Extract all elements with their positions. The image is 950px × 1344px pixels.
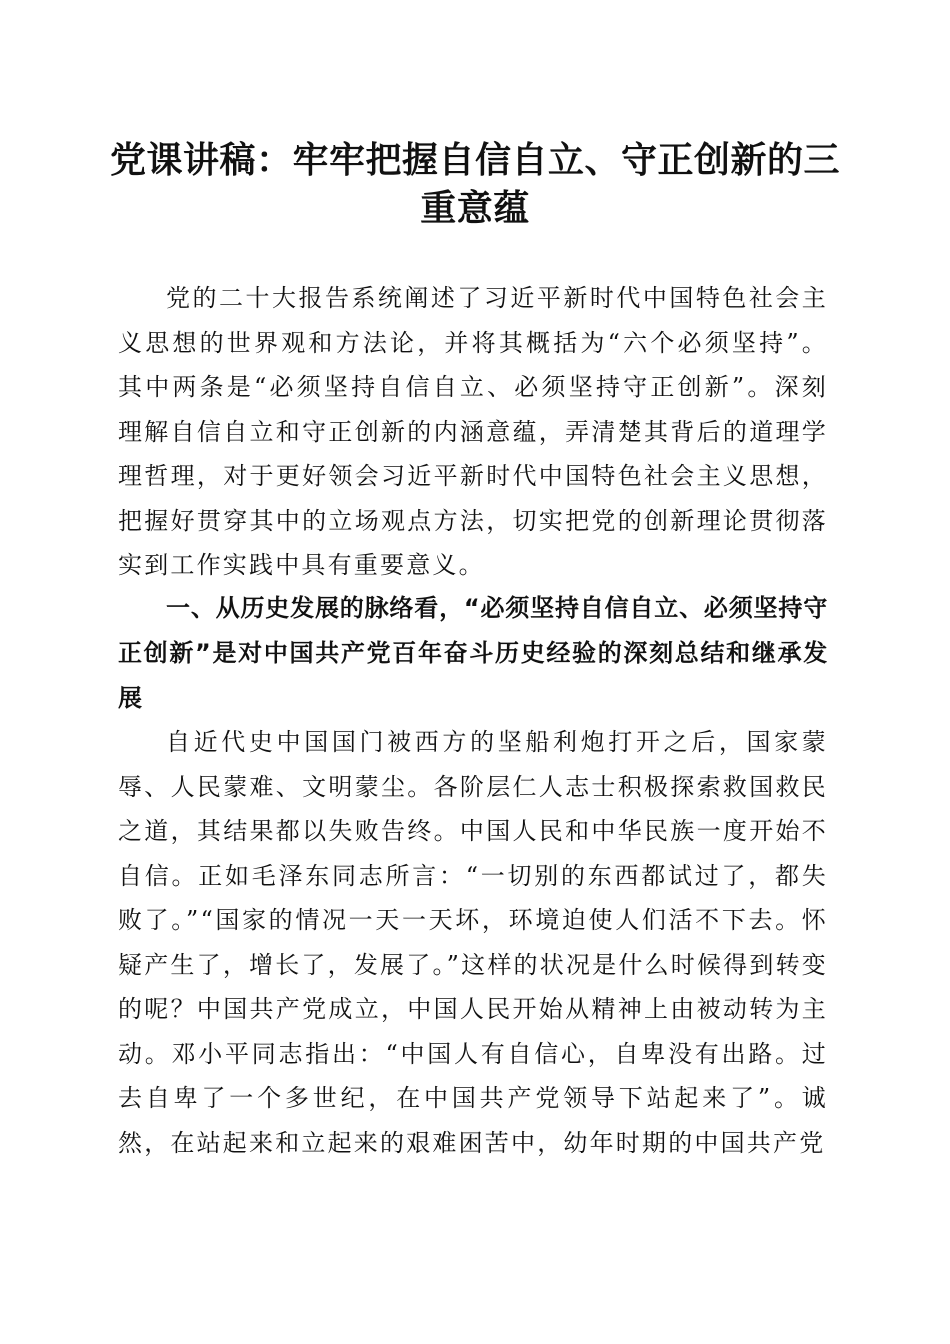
intro-paragraph: 党的二十大报告系统阐述了习近平新时代中国特色社会主义思想的世界观和方法论，并将其概括为“六个必须坚持”。其中两条是“必须坚持自信自立、必须坚持守正创新”。深刻理解自信自立和守正创新的内涵意蕴，弄清楚其背后的道理学理哲理，对于更好领会习近平新时代中国特色社会主义思想，把握好贯穿其中的立场观点方法，切实把党的创新理论贯彻落实到工作实践中具有重要意义。	[118, 284, 828, 579]
section-1-paragraph: 自近代史中国国门被西方的坚船利炮打开之后，国家蒙辱、人民蒙难、文明蒙尘。各阶层仁人志士积极探索救国救民之道，其结果都以失败告终。中国人民和中华民族一度开始不自信。正如毛泽东同志所言：“一切别的东西都试过了，都失败了。”“国家的情况一天一天坏，环境迫使人们活不下去。怀疑产生了，增长了，发展了。”这样的状况是什么时候得到转变的呢？中国共产党成立，中国人民开始从精神上由被动转为主动。邓小平同志指出：“中国人有自信心，自卑没有出路。过去自卑了一个多世纪，在中国共产党领导下站起来了”。诚然，在站起来和立起来的艰难困苦中，幼年时期的中国共产党	[118, 728, 828, 1157]
document-title: 党课讲稿：牢牢把握自信自立、守正创新的三重意蕴	[109, 139, 840, 229]
section-heading-1: 一、从历史发展的脉络看，“必须坚持自信自立、必须坚持守正创新”是对中国共产党百年奋斗历史经验的深刻总结和继承发展	[118, 594, 828, 712]
